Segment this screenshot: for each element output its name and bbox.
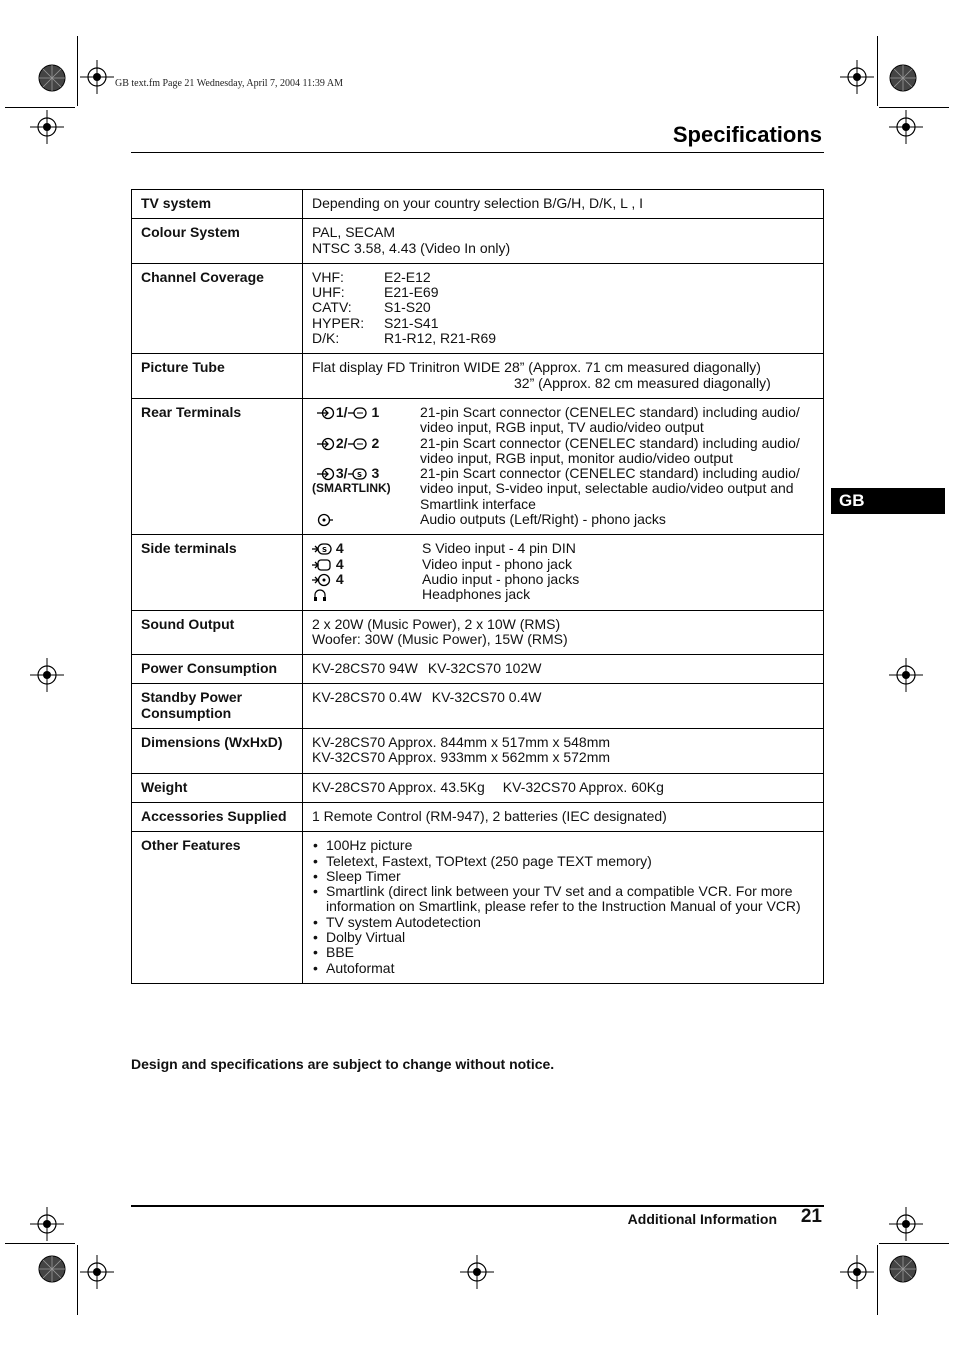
svg-text:S: S (321, 546, 328, 555)
registration-mark-icon (460, 1255, 494, 1289)
spec-value (303, 832, 824, 984)
svideo-scart-icon (348, 467, 368, 481)
table-row (132, 610, 824, 655)
title-divider (131, 152, 824, 153)
scart-input-icon (316, 406, 336, 420)
spec-line: Flat display FD Trinitron WIDE 28” (Approx. 71 cm measured diagonally) (312, 359, 761, 376)
registration-mark-icon (30, 110, 64, 144)
terminal-number: 3 (371, 465, 380, 482)
registration-mark-icon (889, 1207, 923, 1241)
terminal-number: 1/ (335, 403, 348, 420)
terminal-symbol (312, 466, 420, 512)
table-row (132, 535, 824, 610)
terminal-number: 4 (335, 570, 344, 587)
scart-input-icon (316, 467, 336, 481)
crop-mark (77, 1245, 78, 1315)
spec-line: Woofer: 30W (Music Power), 15W (RMS) (312, 630, 568, 647)
band-range: E21-E69 (384, 284, 439, 301)
channel-row (312, 316, 814, 331)
crop-mark (877, 36, 878, 106)
table-row (132, 832, 824, 984)
footer-section-title: Additional Information (627, 1211, 777, 1227)
headphones-icon (312, 588, 328, 602)
terminal-symbol (312, 541, 422, 556)
spec-label: Power Consumption (132, 655, 303, 684)
terminal-symbol (312, 512, 420, 527)
table-row (132, 684, 824, 729)
band-name: CATV: (312, 299, 352, 316)
spec-label: TV system (132, 190, 303, 219)
terminal-symbol (312, 557, 422, 572)
spec-label: Picture Tube (132, 354, 303, 399)
table-row (132, 398, 824, 534)
color-bar-disc-icon (38, 1255, 66, 1283)
channel-row (312, 300, 814, 315)
scart-input-icon (316, 437, 336, 451)
registration-mark-icon (889, 658, 923, 692)
spec-label: Dimensions (WxHxD) (132, 729, 303, 774)
model-values (312, 780, 814, 795)
spec-line: PAL, SECAM (312, 224, 395, 241)
table-row (132, 190, 824, 219)
spec-label: Other Features (132, 832, 303, 984)
terminal-symbol (312, 587, 422, 602)
page-number: 21 (800, 1206, 822, 1227)
crop-mark (877, 1245, 878, 1315)
terminal-number: 2 (371, 434, 380, 451)
terminal-description: 21-pin Scart connector (CENELEC standard) including audio/ video input, RGB input, TV audio/video output (420, 403, 800, 436)
spec-line: NTSC 3.58, 4.43 (Video In only) (312, 239, 511, 256)
spec-value (303, 398, 824, 534)
band-range: R1-R12, R21-R69 (384, 330, 497, 347)
spec-value (303, 535, 824, 610)
list-item: • 100Hz picture (312, 838, 814, 853)
band-name: HYPER: (312, 314, 365, 331)
terminal-number: 2/ (335, 434, 348, 451)
side-terminal-row (312, 572, 814, 587)
table-row (132, 263, 824, 353)
crop-mark (5, 1243, 75, 1244)
crop-mark (5, 107, 75, 108)
terminal-number: 3/ (335, 465, 348, 482)
model-value: KV-32CS70 0.4W (431, 689, 542, 706)
list-item: • BBE (312, 945, 814, 960)
registration-mark-icon (840, 60, 874, 94)
smartlink-label: (SMARTLINK) (312, 481, 391, 496)
spec-line: 2 x 20W (Music Power), 2 x 10W (RMS) (312, 615, 561, 632)
spec-value (303, 610, 824, 655)
spec-label: Side terminals (132, 535, 303, 610)
list-item: • Smartlink (direct link between your TV set and a compatible VCR. For more information on Smartlink, please refer to the Instruction Manual of your VCR) (312, 884, 814, 915)
model-value: KV-28CS70 94W (312, 660, 418, 677)
disclaimer-note: Design and specifications are subject to change without notice. (131, 1056, 555, 1072)
registration-mark-icon (80, 1255, 114, 1289)
terminal-row (312, 405, 814, 436)
color-bar-disc-icon (889, 1255, 917, 1283)
terminal-description: Headphones jack (422, 586, 531, 603)
spec-label: Sound Output (132, 610, 303, 655)
spec-line: KV-32CS70 Approx. 933mm x 562mm x 572mm (312, 749, 611, 766)
spec-value: Depending on your country selection B/G/H, D/K, L , I (303, 190, 824, 219)
color-bar-disc-icon (38, 64, 66, 92)
terminal-number: 4 (335, 555, 344, 572)
list-item: • Autoformat (312, 961, 814, 976)
side-terminal-row (312, 541, 814, 556)
spec-line: 32” (Approx. 82 cm measured diagonally) (514, 374, 771, 391)
band-range: S1-S20 (384, 299, 431, 316)
list-item: • TV system Autodetection (312, 915, 814, 930)
table-row (132, 655, 824, 684)
spec-value (303, 655, 824, 684)
language-tab: GB (831, 488, 945, 514)
svg-text:S: S (356, 471, 362, 480)
terminal-number: 1 (371, 403, 380, 420)
features-list (312, 838, 814, 976)
crop-mark (879, 107, 949, 108)
model-value: KV-32CS70 102W (427, 660, 542, 677)
list-item: • Sleep Timer (312, 869, 814, 884)
table-row (132, 354, 824, 399)
table-row (132, 802, 824, 831)
terminal-description: 21-pin Scart connector (CENELEC standard) including audio/ video input, S-video input, selectable audio/video output and Smartlink interface (420, 465, 800, 512)
spec-label: Channel Coverage (132, 263, 303, 353)
band-name: D/K: (312, 330, 340, 347)
audio-output-icon (316, 513, 334, 527)
spec-label: Standby Power Consumption (132, 684, 303, 729)
band-range: S21-S41 (384, 314, 439, 331)
terminal-symbol (312, 436, 420, 467)
table-row (132, 729, 824, 774)
channel-row (312, 331, 814, 346)
band-name: VHF: (312, 268, 344, 285)
spec-value (303, 354, 824, 399)
scart-output-icon (348, 437, 368, 451)
terminal-row (312, 512, 814, 527)
channel-row (312, 285, 814, 300)
spec-value (303, 219, 824, 264)
terminal-description: Video input - phono jack (422, 555, 572, 572)
page-title: Specifications (672, 122, 822, 147)
spec-label: Accessories Supplied (132, 802, 303, 831)
registration-mark-icon (889, 110, 923, 144)
spec-line: KV-28CS70 Approx. 844mm x 517mm x 548mm (312, 734, 611, 751)
band-name: UHF: (312, 284, 345, 301)
terminal-row (312, 436, 814, 467)
terminal-description: Audio outputs (Left/Right) - phono jacks (420, 511, 666, 528)
crop-mark (879, 1243, 949, 1244)
registration-mark-icon (30, 1207, 64, 1241)
spec-value (303, 263, 824, 353)
side-terminal-row (312, 557, 814, 572)
table-row (132, 219, 824, 264)
terminal-symbol (312, 405, 420, 436)
channel-row (312, 270, 814, 285)
list-item: • Teletext, Fastext, TOPtext (250 page TEXT memory) (312, 854, 814, 869)
registration-mark-icon (840, 1255, 874, 1289)
specifications-table (131, 189, 824, 984)
model-value: KV-32CS70 Approx. 60Kg (502, 778, 664, 795)
spec-value (303, 729, 824, 774)
model-value: KV-28CS70 Approx. 43.5Kg (312, 778, 485, 795)
registration-mark-icon (80, 60, 114, 94)
color-bar-disc-icon (889, 64, 917, 92)
terminal-number: 4 (335, 540, 344, 557)
model-values (312, 661, 814, 676)
side-terminal-row (312, 587, 814, 602)
list-item: • Dolby Virtual (312, 930, 814, 945)
scart-output-icon (348, 406, 368, 420)
crop-mark (77, 36, 78, 106)
spec-value: 1 Remote Control (RM-947), 2 batteries (IEC designated) (303, 802, 824, 831)
spec-label: Rear Terminals (132, 398, 303, 534)
terminal-description: Audio input - phono jacks (422, 570, 580, 587)
svideo-input-icon (312, 542, 332, 556)
audio-input-icon (312, 573, 332, 587)
model-value: KV-28CS70 0.4W (312, 689, 422, 706)
spec-value (303, 773, 824, 802)
terminal-description: S Video input - 4 pin DIN (422, 540, 576, 557)
band-range: E2-E12 (384, 268, 431, 285)
terminal-row (312, 466, 814, 512)
spec-label: Colour System (132, 219, 303, 264)
table-row (132, 773, 824, 802)
registration-mark-icon (30, 658, 64, 692)
video-input-icon (312, 558, 332, 572)
spec-value (303, 684, 824, 729)
model-values (312, 690, 814, 705)
file-info: GB text.fm Page 21 Wednesday, April 7, 2004 11:39 AM (115, 78, 343, 89)
spec-label: Weight (132, 773, 303, 802)
terminal-symbol (312, 572, 422, 587)
terminal-description: 21-pin Scart connector (CENELEC standard) including audio/ video input, RGB input, monitor audio/video output (420, 434, 800, 466)
footer-divider (131, 1205, 824, 1207)
